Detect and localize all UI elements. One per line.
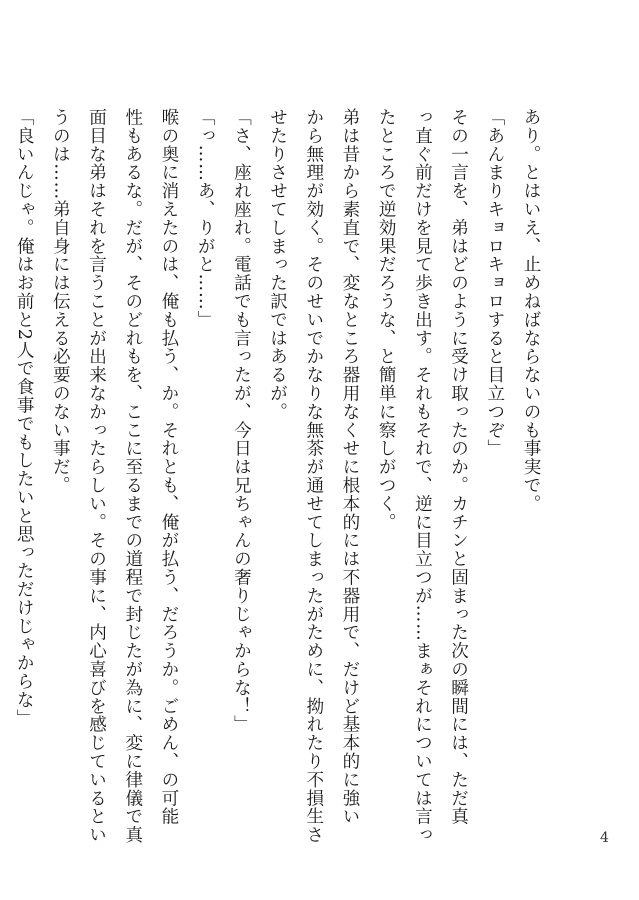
text-line: 「あんまりキョロキョロすると目立つぞ」 bbox=[484, 108, 505, 458]
text-line: っ直ぐ前だけを見て歩き出す。それもそれで、逆に目立つが……まぁそれについては言っ bbox=[412, 108, 433, 844]
text-line: 「良いんじゃ。俺はお前と2人で食事でもしたいと思っただけじゃからな」 bbox=[14, 108, 35, 728]
text-line: 「っ……あ、りがと……」 bbox=[195, 108, 216, 329]
text-line: せたりさせてしまった訳ではあるが。 bbox=[267, 108, 288, 421]
text-line: 弟は昔から素直で、変なところ器用なくせに根本的には不器用で、だけど基本的に強い bbox=[339, 108, 360, 826]
text-line: 面目な弟はそれを言うことが出来なかったらしい。その事に、内心喜びを感じているとい bbox=[86, 108, 107, 844]
text-line: うのは……弟自身には伝える必要のない事だ。 bbox=[50, 108, 71, 495]
text-line: その一言を、弟はどのように受け取ったのか。カチンと固まった次の瞬間には、ただ真 bbox=[448, 108, 469, 826]
text-line: 「さ、座れ座れ。電話でも言ったが、今日は兄ちゃんの奢りじゃからな！」 bbox=[231, 108, 252, 734]
text-line: あり。とはいえ、止めねばならないのも事実で。 bbox=[521, 108, 541, 513]
text-line: から無理が効く。そのせいでかなりな無茶が通せてしまったがために、拗れたり不損生さ bbox=[303, 108, 324, 844]
text-line: 性もあるな。だが、そのどれもを、ここに至るまでの道程で封じたが為に、変に律儀で真 bbox=[122, 108, 143, 844]
text-line: たところで逆効果だろうな、と簡単に察しがつく。 bbox=[376, 108, 397, 532]
page-number: 4 bbox=[600, 830, 609, 846]
vertical-text-body bbox=[14, 108, 549, 844]
text-line: 喉の奥に消えたのは、俺も払う、か。それとも、俺が払う、だろうか。ごめん、の可能 bbox=[158, 108, 179, 826]
